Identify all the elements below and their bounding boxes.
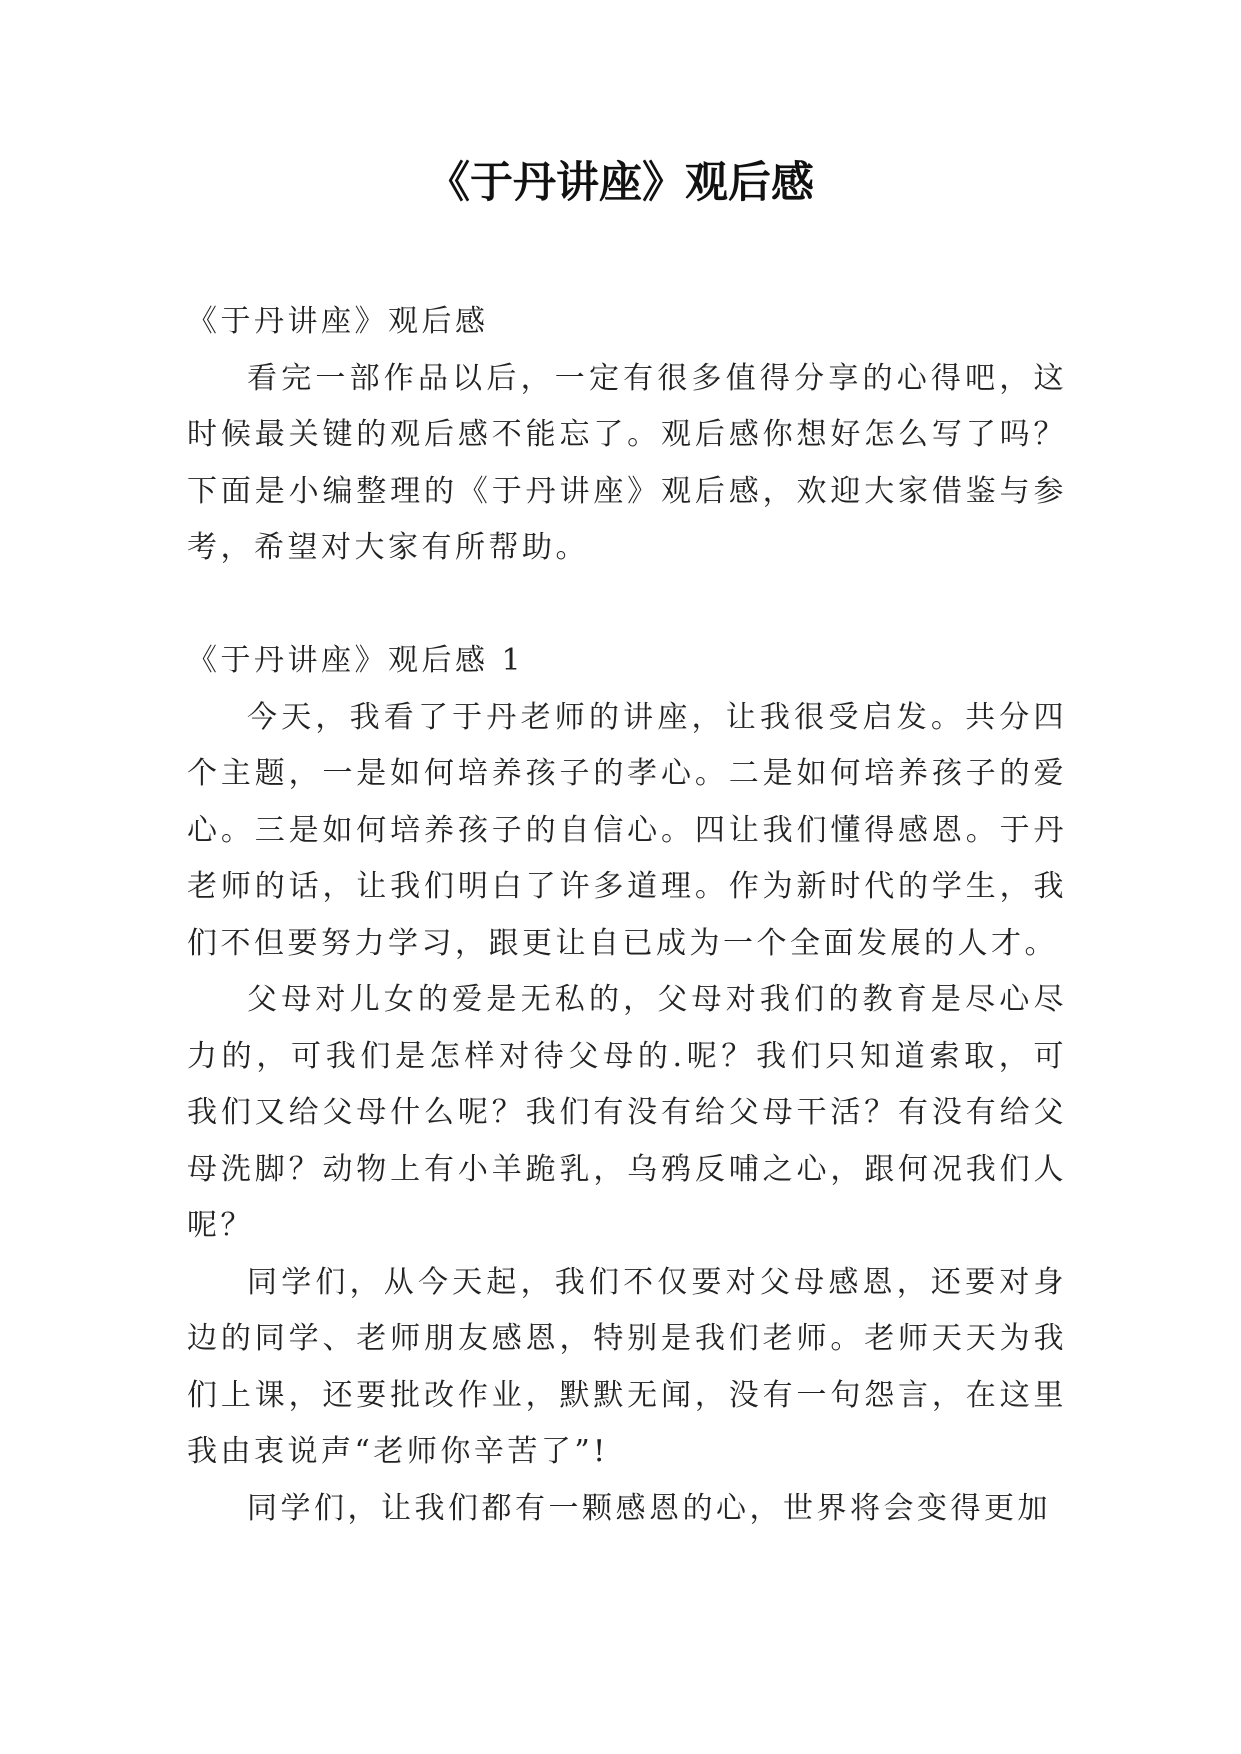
document-title: 《于丹讲座》观后感 xyxy=(427,158,814,208)
section-1-heading: 《于丹讲座》观后感 1 xyxy=(187,643,525,678)
section-1-paragraph-1: 今天，我看了于丹老师的讲座，让我很受启发。共分四个主题，一是如何培养孩子的孝心。二是如何培养孩子的爱心。三是如何培养孩子的自信心。四让我们懂得感恩。于丹老师的话，让我们明白了许多道理。作为新时代的学生，我们不但要努力学习，跟更让自已成为一个全面发展的人才。 xyxy=(187,699,1067,961)
section-1-paragraph-2: 父母对儿女的爱是无私的，父母对我们的教育是尽心尽力的，可我们是怎样对待父母的.呢？我们只知道索取，可我们又给父母什么呢？我们有没有给父母干活？有没有给父母洗脚？动物上有小羊跪乳，乌鸦反哺之心，跟何况我们人呢？ xyxy=(187,982,1067,1243)
intro-paragraph: 看完一部作品以后，一定有很多值得分享的心得吧，这时候最关键的观后感不能忘了。观后感你想好怎么写了吗？下面是小编整理的《于丹讲座》观后感，欢迎大家借鉴与参考，希望对大家有所帮助。 xyxy=(187,360,1067,565)
section-1-paragraph-3: 同学们，从今天起，我们不仅要对父母感恩，还要对身边的同学、老师朋友感恩，特别是我们老师。老师天天为我们上课，还要批改作业，默默无闻，没有一句怨言，在这里我由衷说声“老师你辛苦了”! xyxy=(187,1264,1067,1469)
section-spacer xyxy=(187,577,1067,634)
document-body xyxy=(187,294,1067,1537)
intro-heading: 《于丹讲座》观后感 xyxy=(187,304,489,339)
section-1-paragraph-4: 同学们，让我们都有一颗感恩的心，世界将会变得更加 xyxy=(247,1490,1051,1526)
